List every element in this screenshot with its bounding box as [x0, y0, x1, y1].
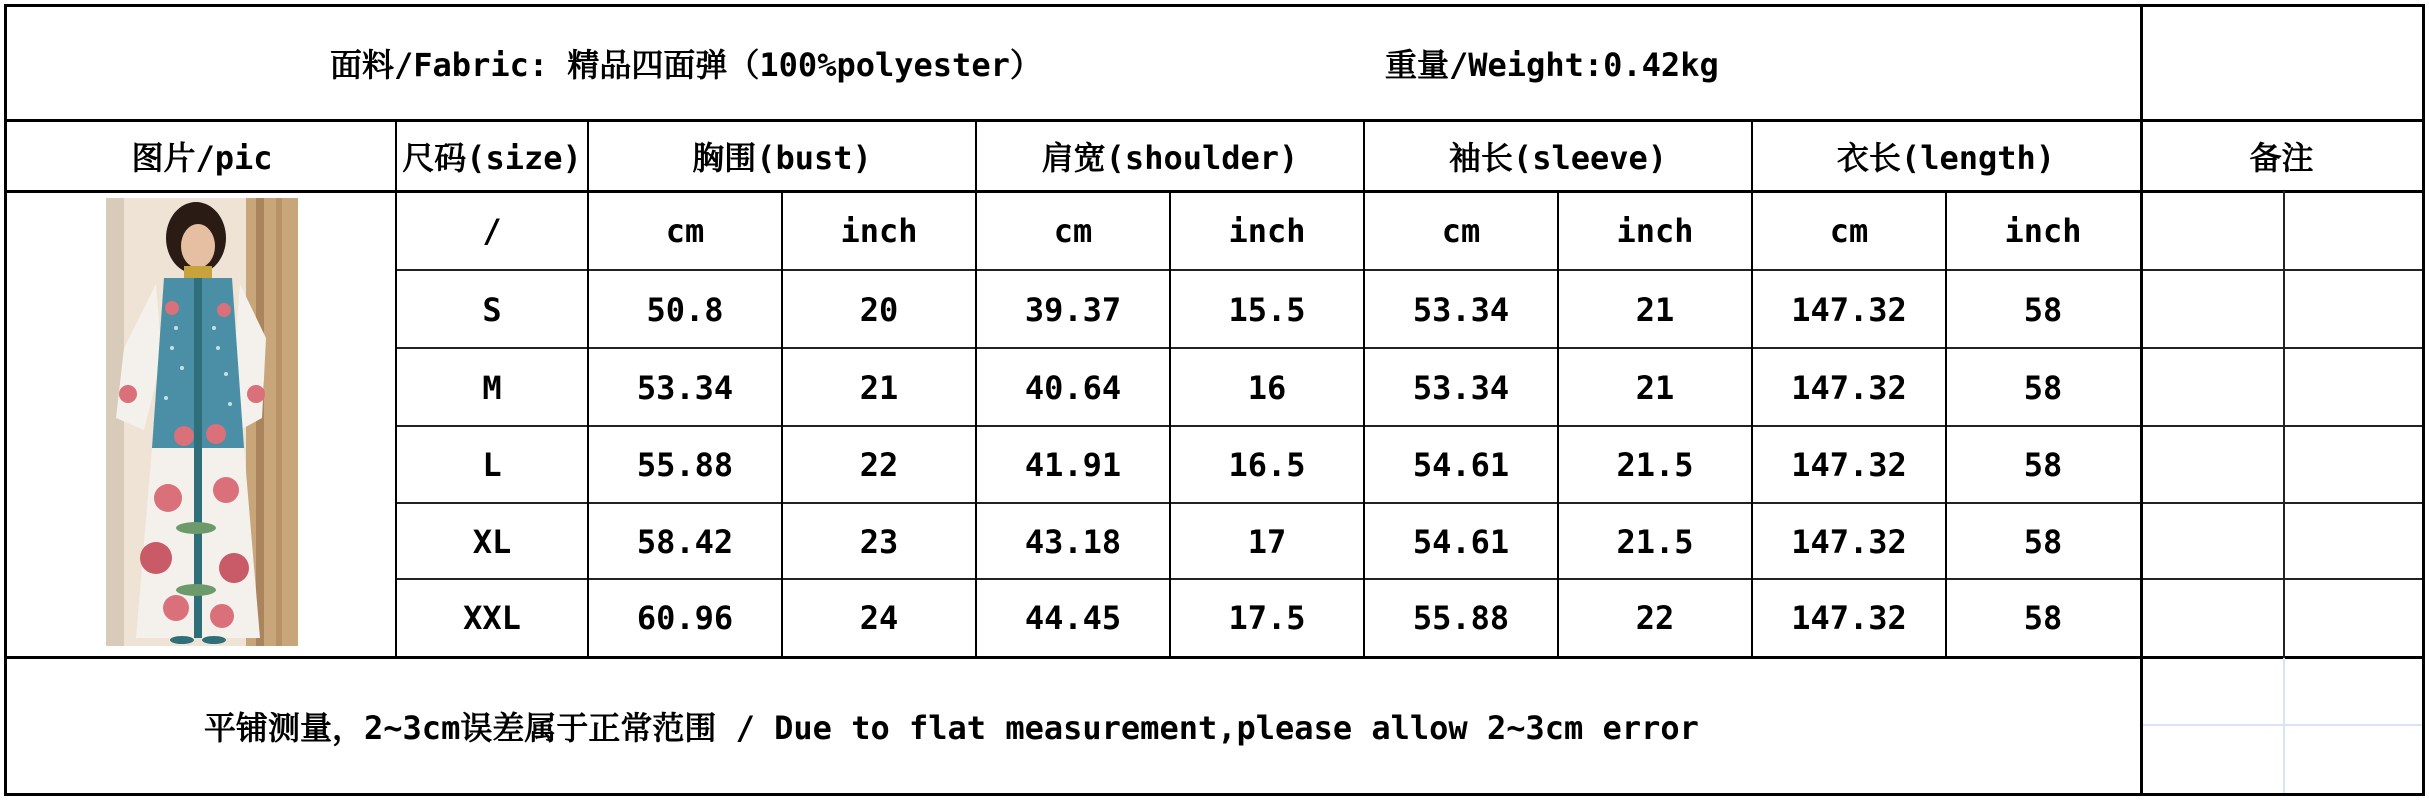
line-below-row-xl: [396, 578, 2425, 580]
row-s-bust-cm: 50.8: [646, 291, 724, 329]
line-below-row-s: [396, 347, 2425, 349]
weight-info: 重量/Weight:0.42kg: [1385, 46, 1719, 84]
line-below-row-m: [396, 425, 2425, 427]
row-xl-bust-inch: 23: [859, 523, 899, 561]
row-m-bust-cm: 53.34: [636, 369, 734, 407]
row-m-shoulder-inch: 16: [1247, 369, 1287, 407]
row-s-shoulder-cm: 39.37: [1024, 291, 1122, 329]
row-m-bust-inch: 21: [859, 369, 899, 407]
row-xxl-sleeve-inch: 22: [1635, 599, 1675, 637]
row-xl-shoulder-cm: 43.18: [1024, 523, 1122, 561]
col-header-bust: 胸围(bust): [692, 139, 872, 177]
row-l-shoulder-cm: 41.91: [1024, 446, 1122, 484]
row-m-length-inch: 58: [2023, 369, 2063, 407]
col-header-pic: 图片/pic: [131, 139, 273, 177]
unit-length-cm: cm: [1829, 212, 1869, 250]
border-right: [2422, 4, 2425, 796]
line-bust-right: [975, 120, 977, 658]
line-shoulder-right: [1363, 120, 1365, 658]
col-header-sleeve: 袖长(sleeve): [1448, 139, 1668, 177]
row-xxl-shoulder-cm: 44.45: [1024, 599, 1122, 637]
row-s-bust-inch: 20: [859, 291, 899, 329]
row-xxl-size: XXL: [463, 599, 521, 637]
unit-slash: /: [482, 212, 502, 250]
line-size-right: [587, 120, 589, 658]
row-xl-bust-cm: 58.42: [636, 523, 734, 561]
fabric-info: 面料/Fabric: 精品四面弹（100%polyester）: [330, 46, 1042, 84]
unit-shoulder-inch: inch: [1228, 212, 1306, 250]
row-s-sleeve-cm: 53.34: [1412, 291, 1510, 329]
line-sleeve-right: [1751, 120, 1753, 658]
row-l-sleeve-cm: 54.61: [1412, 446, 1510, 484]
line-below-row-l: [396, 502, 2425, 504]
line-remarks-left: [2140, 4, 2143, 796]
row-m-length-cm: 147.32: [1791, 369, 1907, 407]
line-shoulder-mid: [1169, 191, 1171, 658]
row-xxl-bust-cm: 60.96: [636, 599, 734, 637]
unit-shoulder-cm: cm: [1053, 212, 1093, 250]
row-l-sleeve-inch: 21.5: [1616, 446, 1694, 484]
line-below-units: [396, 269, 2425, 271]
line-remarks-mid: [2283, 191, 2285, 658]
col-header-length: 衣长(length): [1836, 139, 2056, 177]
row-xl-size: XL: [472, 523, 512, 561]
col-header-remarks: 备注: [2249, 139, 2314, 177]
row-l-length-cm: 147.32: [1791, 446, 1907, 484]
unit-bust-cm: cm: [665, 212, 705, 250]
row-l-bust-inch: 22: [859, 446, 899, 484]
row-m-sleeve-cm: 53.34: [1412, 369, 1510, 407]
row-xl-shoulder-inch: 17: [1247, 523, 1287, 561]
line-sleeve-mid: [1557, 191, 1559, 658]
border-left: [4, 4, 7, 796]
footer-note: 平铺测量，2~3cm误差属于正常范围 / Due to flat measurement,please allow 2~3cm error: [204, 709, 1699, 747]
row-m-size: M: [482, 369, 502, 407]
unit-length-inch: inch: [2004, 212, 2082, 250]
line-below-col-headers: [4, 190, 2425, 193]
line-above-footer: [4, 656, 2425, 659]
row-l-length-inch: 58: [2023, 446, 2063, 484]
remarks-footer-mid: [2283, 658, 2285, 793]
row-l-bust-cm: 55.88: [636, 446, 734, 484]
row-s-length-inch: 58: [2023, 291, 2063, 329]
line-below-header: [4, 119, 2425, 122]
row-l-shoulder-inch: 16.5: [1228, 446, 1306, 484]
row-xxl-bust-inch: 24: [859, 599, 899, 637]
row-s-length-cm: 147.32: [1791, 291, 1907, 329]
unit-sleeve-inch: inch: [1616, 212, 1694, 250]
row-xxl-length-cm: 147.32: [1791, 599, 1907, 637]
row-l-size: L: [482, 446, 502, 484]
row-xl-length-inch: 58: [2023, 523, 2063, 561]
row-xl-sleeve-cm: 54.61: [1412, 523, 1510, 561]
row-xxl-sleeve-cm: 55.88: [1412, 599, 1510, 637]
row-xxl-length-inch: 58: [2023, 599, 2063, 637]
row-xl-sleeve-inch: 21.5: [1616, 523, 1694, 561]
row-s-shoulder-inch: 15.5: [1228, 291, 1306, 329]
row-m-shoulder-cm: 40.64: [1024, 369, 1122, 407]
line-pic-right: [395, 120, 397, 658]
row-xxl-shoulder-inch: 17.5: [1228, 599, 1306, 637]
col-header-shoulder: 肩宽(shoulder): [1041, 139, 1299, 177]
row-s-sleeve-inch: 21: [1635, 291, 1675, 329]
border-bottom: [4, 793, 2425, 796]
border-top: [4, 4, 2425, 7]
row-s-size: S: [482, 291, 502, 329]
line-bust-mid: [781, 191, 783, 658]
product-photo: [106, 198, 298, 646]
row-m-sleeve-inch: 21: [1635, 369, 1675, 407]
col-header-size: 尺码(size): [402, 139, 582, 177]
unit-bust-inch: inch: [840, 212, 918, 250]
unit-sleeve-cm: cm: [1441, 212, 1481, 250]
line-length-mid: [1945, 191, 1947, 658]
row-xl-length-cm: 147.32: [1791, 523, 1907, 561]
